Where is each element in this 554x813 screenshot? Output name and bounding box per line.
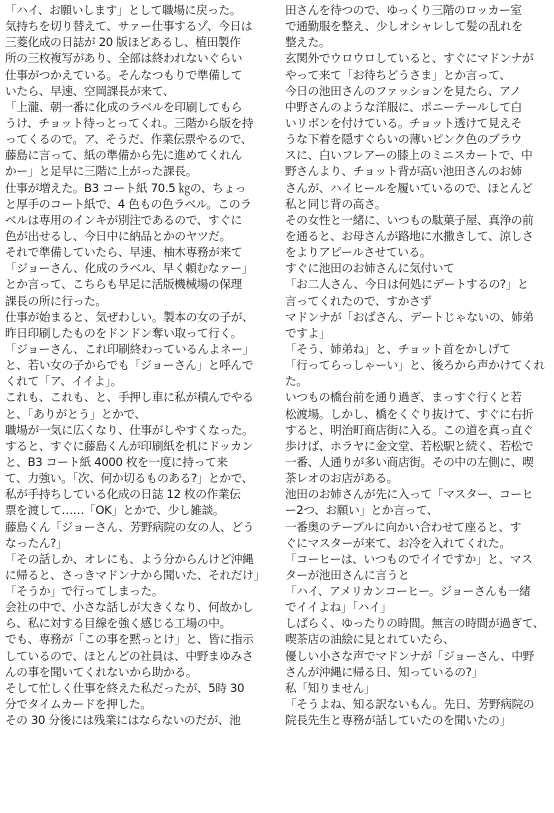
- text-line: 色が出せるし、今日中に納品とかのヤツだ。: [5, 228, 231, 243]
- text-line: これも、これも、と、手押し車に私が積んでやる: [5, 390, 254, 405]
- text-line: 会社の中で、小さな話しが大きくなり、何故かし: [5, 600, 254, 615]
- text-line: とか言って、こちらも早足に活版機械場の保理: [5, 277, 242, 292]
- text-line: そして忙しく仕事を終えた私だったが、5時 30: [5, 680, 245, 695]
- text-line: ぐにマスターが来て、お冷を入れてくれた。: [285, 535, 511, 550]
- text-line: 池田のお姉さんが先に入って「マスター、コーヒ: [285, 487, 534, 502]
- text-line: ターが池田さんに言うと: [285, 567, 410, 582]
- text-line: て、力強い。「次、何か切るものある?」とかで、: [5, 471, 254, 486]
- text-line: 仕事がつかえている。そんなつもりで準備して: [5, 67, 243, 82]
- text-line: 私が手持ちしている化成の日誌 12 枚の作業伝: [5, 487, 241, 502]
- text-line: [285, 728, 549, 744]
- text-line: でイイよね」「ハイ」: [285, 600, 392, 615]
- text-line: いつもの橋台前を通り過ぎ、まっすぐ行くと若: [285, 390, 522, 405]
- text-line: 一番、人通りが多い商店街。その中の左側に、喫: [285, 454, 534, 469]
- text-line: んの事を聞いてくれないから助かる。: [5, 664, 197, 679]
- text-line: に帰ると、さっきマドンナから聞いた、それだけ」: [5, 567, 265, 582]
- text-line: で通勤服を整え、少しオシャレして髪の乱れを: [285, 19, 523, 34]
- text-line: 課長の所に行った。: [5, 293, 107, 308]
- text-line: ってくるので。ア、そうだ、作業伝票やるので、: [5, 132, 253, 147]
- text-line: 仕事が増えた。B3 コート紙 70.5 ㎏の、ちょっ: [5, 180, 247, 195]
- text-line: その 30 分後には残業にはならないのだが、池: [5, 713, 241, 728]
- text-line: 茶レオのお店がある。: [285, 471, 398, 486]
- text-line: しばらく、ゆったりの時間。無言の時間が過ぎて、: [285, 616, 545, 631]
- text-line: ー2つ、お願い」とか言って、: [285, 503, 439, 518]
- text-line: くれて「ア、イイよ」。: [5, 374, 122, 389]
- text-line: 「そうか」で行ってしまった。: [5, 584, 164, 599]
- text-line: 整えた。: [285, 35, 331, 50]
- text-line: 「ハイ、アメリカンコーヒー。ジョーさんも一緒: [285, 584, 531, 599]
- text-line: 三菱化成の日誌が 20 版ほどあるし、植田製作: [5, 35, 241, 50]
- text-line: 「ジョーさん、化成のラベル、早く頼むなァー」: [5, 261, 254, 276]
- text-line: 昨日印刷したものをドンドン奪い取って行く。: [5, 325, 242, 340]
- text-line: うけ、チョット待っとってくれ。三階から版を持: [5, 115, 254, 130]
- text-line: かー」と足早に三階に上がった課長。: [5, 164, 197, 179]
- text-line: 院長先生と専務が話していたのを聞いたの」: [285, 713, 511, 728]
- text-line: と、「ありがとう」とかで、: [5, 406, 146, 421]
- text-line: それで準備していたら、早速、柚木専務が来て: [5, 245, 243, 260]
- right-text-column: [285, 2, 549, 811]
- text-line: 「行ってらっしゃーい」と、後ろから声かけてくれ: [285, 358, 545, 373]
- text-line: 中野さんのような洋服に、ポニーテールして白: [285, 99, 522, 114]
- text-line: 気持ちを切り替えて、サァー仕事するゾ、今日は: [5, 19, 253, 34]
- text-line: 「ジョーさん、これ印刷終わっているんよネー」: [5, 341, 254, 356]
- text-line: と厚手のコート紙で、4 色もの色ラベル。このラ: [5, 196, 252, 211]
- text-line: 藤島くん「ジョーさん、芳野病院の女の人、どう: [5, 519, 254, 534]
- text-line: 玄関外でウロウロしていると、すぐにマドンナが: [285, 51, 534, 66]
- text-line: すると、すぐに藤島くんが印刷紙を机にドッカン: [5, 438, 254, 453]
- text-line: なったん?」: [5, 535, 68, 550]
- text-line: ですよ」: [285, 325, 331, 340]
- text-line: やって来て「お待ちどうさま」とか言って、: [285, 67, 511, 82]
- text-line: [5, 728, 269, 744]
- text-line: すぐに池田のお姉さんに気付いて: [285, 261, 455, 276]
- text-line: 田さんを待つので、ゆっくり三階のロッカー室: [285, 3, 522, 17]
- text-line: 今日の池田さんのファッションを見たら、アノ: [285, 83, 521, 98]
- text-line: 職場が一気に広くなり、仕事がしやすくなった。: [5, 422, 254, 437]
- text-line: いたら、早速、空岡課長が来て、: [5, 83, 175, 98]
- text-line: と、B3 コート紙 4000 枚を一度に持って来: [5, 454, 228, 469]
- text-line: すると、明治町商店街に入る。この道を真っ直ぐ: [285, 422, 534, 437]
- text-line: 一番奥のテーブルに向かい合わせて座ると、す: [285, 519, 522, 534]
- text-line: ベルは専用のインキが別注であるので、すぐに: [5, 212, 242, 227]
- text-line: 「その話しか、オレにも、よう分からんけど沖縄: [5, 551, 254, 566]
- text-line: た。: [285, 374, 308, 389]
- text-line: マドンナが「おばさん、デートじゃないの、姉弟: [285, 309, 534, 324]
- text-line: 「そう、姉弟ね」と、チョット首をかしげて: [285, 341, 511, 356]
- left-text-column: [5, 2, 269, 811]
- text-line: 票を渡して……「OK」とかで、少し雑談。: [5, 503, 225, 518]
- text-line: 「ハイ、お願いします」として職場に戻った。: [5, 3, 242, 17]
- text-line: 仕事が始まると、気ぜわしい。製本の女の子が、: [5, 309, 254, 324]
- text-line: さんが、ハイヒールを履いているので、ほとんど: [285, 180, 533, 195]
- text-line: 藤島に言って、紙の準備から先に進めてくれん: [5, 148, 242, 163]
- text-line: をよりアピールさせている。: [285, 245, 432, 260]
- text-line: 「お二人さん、今日は何処にデートするの?」と: [285, 277, 529, 292]
- text-line: 「コーヒーは、いつものでイイですか」と、マス: [285, 551, 533, 566]
- text-line: 歩けば、ホラヤに金文堂、若松駅と続く、若松で: [285, 438, 534, 453]
- text-line: でも、専務が「この事を黙っとけ」と、皆に指示: [5, 632, 254, 647]
- text-line: 「上瀧、朝一番に化成のラベルを印刷してもら: [5, 99, 243, 114]
- text-line: 言ってくれたので、すかさず: [285, 293, 432, 308]
- text-line: 所の三枚複写があり、全部は終われないぐらい: [5, 51, 243, 66]
- text-line: を通ると、お母さんが路地に水撒きして、涼しさ: [285, 228, 534, 243]
- text-line: 私と同じ背の高さ。: [285, 196, 387, 211]
- text-line: さんが沖縄に帰る日、知っているの?」: [285, 664, 483, 679]
- text-line: 「そうよね、知る訳ないもん。先日、芳野病院の: [285, 697, 535, 712]
- text-line: 喫茶店の油絵に見とれていたら、: [285, 632, 455, 647]
- text-line: その女性と一緒に、いつもの駄菓子屋、真浄の前: [285, 212, 534, 227]
- text-line: うな下着を隠すぐらいの薄いピンク色のブラウ: [285, 132, 522, 147]
- text-line: しているので、ほとんどの社員は、中野まゆみさ: [5, 648, 254, 663]
- text-line: ら、私に対する目線を強く感じる工場の中。: [5, 616, 231, 631]
- text-line: 松渡場。しかし、橋をくぐり抜けて、すぐに右折: [285, 406, 534, 421]
- text-line: 野さんより、チョット背が高い池田さんのお姉: [285, 164, 522, 179]
- text-line: 分でタイムカードを押した。: [5, 697, 152, 712]
- text-line: 優しい小さな声でマドンナが「ジョーさん、中野: [285, 648, 534, 663]
- text-line: いリボンを付けている。チョット透けて見えそ: [285, 115, 522, 130]
- text-line: と、若い女の子からでも「ジョーさん」と呼んで: [5, 358, 254, 373]
- text-line: スに、白いフレアーの膝上のミニスカートで、中: [285, 148, 533, 163]
- text-line: 私「知りません」: [285, 680, 376, 695]
